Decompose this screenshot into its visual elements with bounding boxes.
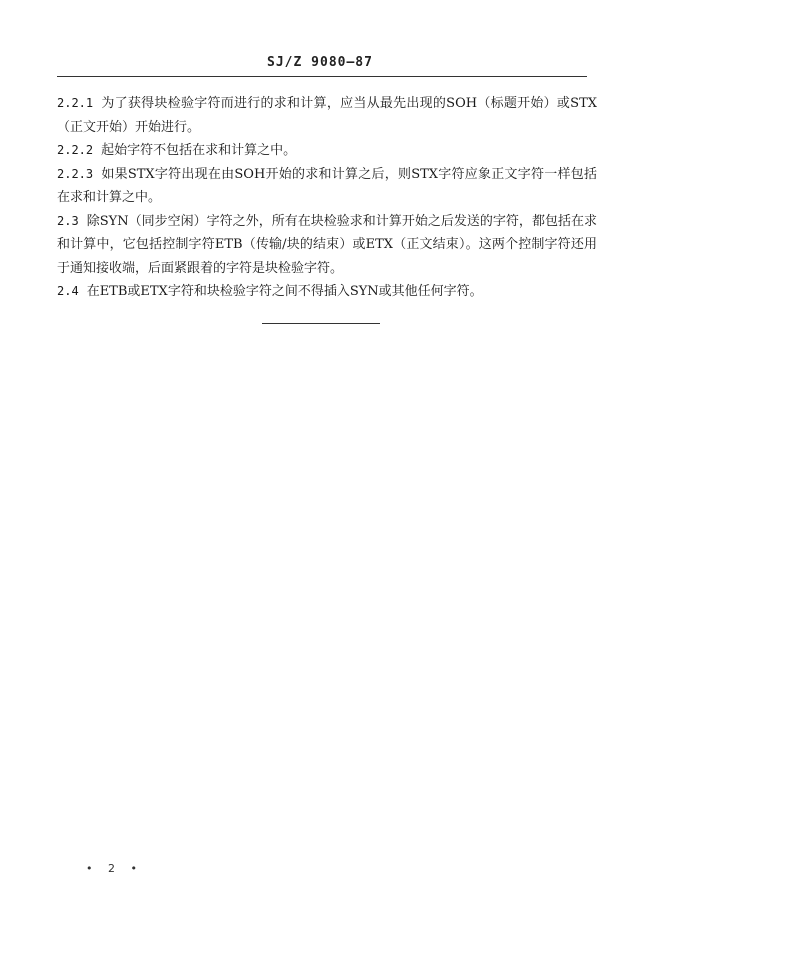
clause-number: 2.2.2 xyxy=(57,143,94,157)
clause-text: 在ETB或ETX字符和块检验字符之间不得插入SYN或其他任何字符。 xyxy=(86,284,483,299)
clause-number: 2.4 xyxy=(57,284,79,298)
clause-2-2-3 xyxy=(57,163,597,210)
clause-number: 2.2.1 xyxy=(57,96,94,110)
clause-number: 2.2.3 xyxy=(57,166,94,181)
clause-2-3 xyxy=(57,210,597,281)
clause-text: 除SYN（同步空闲）字符之外，所有在块检验求和计算开始之后发送的字符，都包括在求和计算中，它包括控制字符ETB（传输/块的结束）或ETX（正文结束）。这两个控制字符还用于通知接收端，后面紧跟着的字符是块检验字符。 xyxy=(57,213,597,276)
clause-2-4 xyxy=(57,280,597,304)
clause-text: 起始字符不包括在求和计算之中。 xyxy=(101,143,297,158)
clause-number: 2.3 xyxy=(57,213,79,228)
clause-text: 如果STX字符出现在由SOH开始的求和计算之后，则STX字符应象正文字符一样包括在求和计算之中。 xyxy=(57,166,597,205)
end-of-document-rule xyxy=(262,323,380,324)
clause-2-2-1 xyxy=(57,92,597,139)
page-number: • 2 • xyxy=(86,862,143,875)
clause-2-2-2 xyxy=(57,139,597,163)
standard-number-header: SJ/Z 9080—87 xyxy=(267,55,373,70)
clause-text: 为了获得块检验字符而进行的求和计算，应当从最先出现的SOH（标题开始）或STX（正文开始）开始进行。 xyxy=(57,96,597,135)
header-divider xyxy=(57,76,587,77)
document-body xyxy=(57,92,597,304)
